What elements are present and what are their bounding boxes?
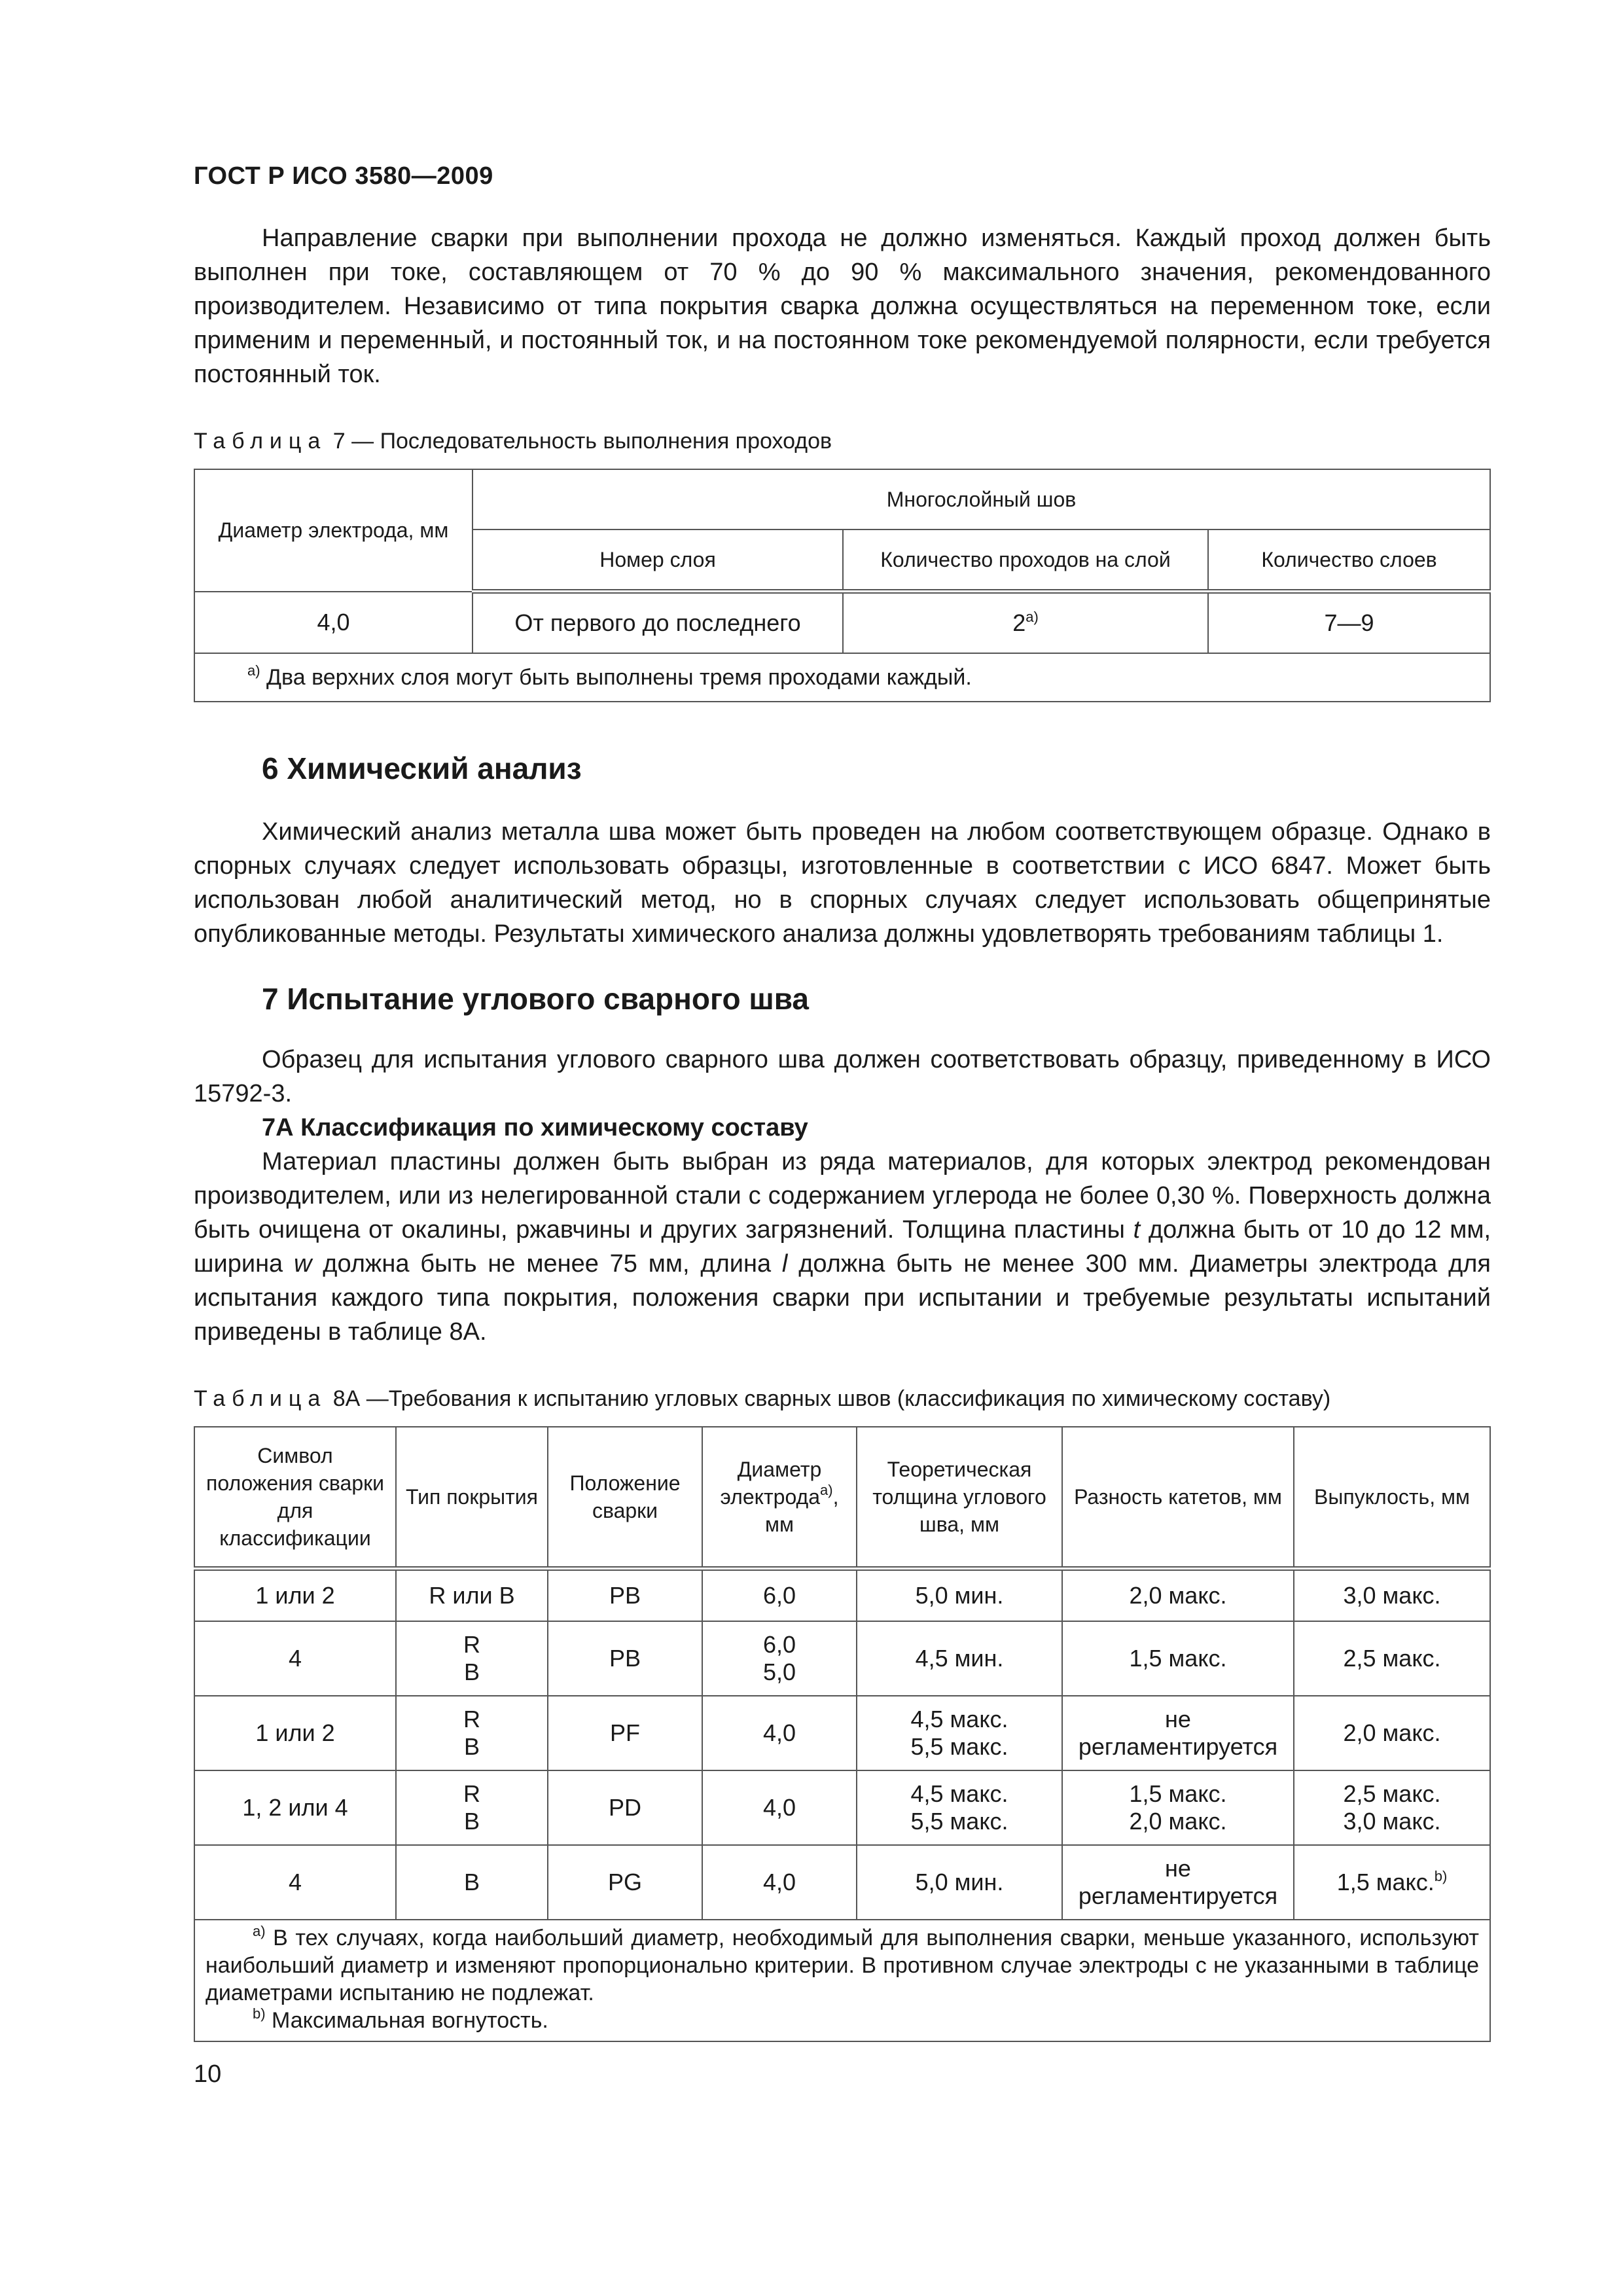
table8a xyxy=(194,1426,1491,2042)
table8a-cell-thickness xyxy=(857,1569,1062,1622)
cell-line: 4,5 макс. xyxy=(910,1780,1008,1807)
table8a-row xyxy=(194,1569,1490,1622)
table8a-cell-position: PB xyxy=(548,1621,702,1696)
table8a-cell-thickness xyxy=(857,1696,1062,1770)
cell-line: 5,0 мин. xyxy=(915,1582,1004,1609)
cell-line: 2,5 макс. xyxy=(1343,1780,1441,1807)
section6-paragraph: Химический анализ металла шва может быть проведен на любом соответствующем образце. Однако в спорных случаях следует использовать образцы, изготовленные в соответствии с ИСО 6847. Может быть использован любой аналитический метод, но в спорных случаях следует использовать общепринятые опубликованные методы. Результаты химического анализа должны удовлетворять требованиям таблицы 1. xyxy=(194,818,1491,948)
table7-passes-value: 2 xyxy=(1012,609,1026,636)
table7-footnote-text: Два верхних слоя могут быть выполнены тремя проходами каждый. xyxy=(260,665,972,690)
table7-cell-passes xyxy=(843,592,1208,654)
table8a-header-coating: Тип покрытия xyxy=(396,1427,548,1569)
table7-caption-word: Таблица xyxy=(194,429,327,454)
page-number: 10 xyxy=(194,2060,222,2088)
p2-part-c: должна быть не менее 75 мм, длина xyxy=(312,1250,782,1278)
table7-header-passes: Количество проходов на слой xyxy=(843,529,1208,592)
cell-line: 5,0 xyxy=(762,1659,796,1685)
cell-line: 2,0 макс. xyxy=(1343,1719,1441,1746)
table8a-cell-diameter xyxy=(702,1621,857,1696)
table7-caption-text: 7 — Последовательность выполнения проходов xyxy=(332,429,832,454)
intro-paragraph: Направление сварки при выполнении прохода не должно изменяться. Каждый проход должен быть выполнен при токе, составляющем от 70 % до 90 % максимального значения, рекомендованного производителем. Независимо от типа покрытия сварка должна осуществляться на переменном токе, если применим и переменный, и постоянный ток, и на постоянном токе рекомендуемой полярности, если требуется постоянный ток. xyxy=(194,224,1491,388)
table8a-cell-leg-diff xyxy=(1062,1569,1294,1622)
table8a-cell-leg-diff xyxy=(1062,1696,1294,1770)
table8a-cell-symbol: 1, 2 или 4 xyxy=(194,1770,396,1845)
table8a-cell-convexity xyxy=(1294,1845,1490,1920)
table8a-header-diameter-unit: , мм xyxy=(765,1485,839,1536)
cell-line: R xyxy=(463,1780,480,1807)
table8a-cell-leg-diff xyxy=(1062,1845,1294,1920)
table8a-cell-convexity xyxy=(1294,1621,1490,1696)
cell-line: R xyxy=(463,1706,480,1732)
document-header: ГОСТ Р ИСО 3580—2009 xyxy=(194,162,493,190)
table8a-cell-coating xyxy=(396,1621,548,1696)
section6-title: 6 Химический анализ xyxy=(262,751,582,785)
cell-line: 4,0 xyxy=(762,1794,796,1821)
table8a-row xyxy=(194,1621,1490,1696)
table7-footnote xyxy=(194,653,1490,702)
cell-line: 5,0 мин. xyxy=(915,1869,1004,1895)
table8a-footnote-a-mark: a) xyxy=(253,1923,266,1939)
table7-cell-layer: От первого до последнего xyxy=(473,592,843,654)
table8a-cell-diameter xyxy=(702,1770,857,1845)
cell-line: R или B xyxy=(429,1582,515,1609)
section7-paragraph: Образец для испытания углового сварного шва должен соответствовать образцу, приведенному в ИСО 15792-3. xyxy=(194,1046,1491,1107)
p2-part-b: должна быть от 10 до 12 мм, ширина xyxy=(194,1216,1491,1278)
table8a-cell-diameter xyxy=(702,1845,857,1920)
cell-line: регламентируется xyxy=(1078,1733,1278,1760)
cell-line: не xyxy=(1165,1706,1191,1732)
table7-cell-layers: 7—9 xyxy=(1208,592,1490,654)
cell-line: 6,0 xyxy=(762,1582,796,1609)
table8a-caption-text: 8А —Требования к испытанию угловых сварных швов (классификация по химическому составу) xyxy=(332,1386,1331,1411)
table8a-cell-convexity xyxy=(1294,1696,1490,1770)
cell-line: 4,0 xyxy=(762,1719,796,1746)
cell-line: 4,0 xyxy=(762,1869,796,1895)
table8a-footnote-b-mark: b) xyxy=(253,2005,266,2022)
subsection-7a-paragraph xyxy=(194,1145,1491,1349)
var-w: w xyxy=(294,1250,312,1278)
table8a-cell-coating xyxy=(396,1696,548,1770)
table8a-cell-coating xyxy=(396,1770,548,1845)
cell-line: 5,5 макс. xyxy=(910,1808,1008,1835)
table8a-header-diameter-note: a) xyxy=(820,1482,833,1498)
cell-line: 3,0 макс. xyxy=(1343,1808,1441,1835)
table8a-header-leg-diff: Разность катетов, мм xyxy=(1062,1427,1294,1569)
table7-header-group: Многослойный шов xyxy=(473,469,1490,529)
table8a-header-symbol: Символ положения сварки для классификации xyxy=(194,1427,396,1569)
cell-line: B xyxy=(463,1808,480,1835)
cell-line: 4,5 макс. xyxy=(910,1706,1008,1732)
table8a-row xyxy=(194,1770,1490,1845)
p2-part-a: Материал пластины должен быть выбран из ряда материалов, для которых электрод рекомендован производителем, или из нелегированной стали с содержанием углерода не более 0,30 %. Поверхность должна быть очищена от окалины, ржавчины и других загрязнений. Толщина пластины xyxy=(194,1148,1491,1244)
table8a-body xyxy=(194,1569,1490,1920)
table8a-cell-symbol: 1 или 2 xyxy=(194,1696,396,1770)
table8a-row xyxy=(194,1696,1490,1770)
cell-line: 2,5 макс. xyxy=(1343,1645,1441,1672)
table8a-cell-position: PG xyxy=(548,1845,702,1920)
table8a-cell-position: PD xyxy=(548,1770,702,1845)
cell-line: 1,5 макс. xyxy=(1129,1645,1227,1672)
cell-line: 1,5 макс.$^{b)}$ xyxy=(1336,1868,1448,1895)
table7-header-diameter: Диаметр электрода, мм xyxy=(194,469,473,592)
cell-line: 1,5 макс. xyxy=(1129,1780,1227,1807)
table8a-cell-coating xyxy=(396,1569,548,1622)
table8a-cell-symbol: 4 xyxy=(194,1621,396,1696)
subsection-7a-title: 7А Классификация по химическому составу xyxy=(262,1114,808,1141)
cell-line: B xyxy=(463,1733,480,1760)
table8a-cell-diameter xyxy=(702,1696,857,1770)
table8a-cell-leg-diff xyxy=(1062,1770,1294,1845)
table8a-cell-symbol: 1 или 2 xyxy=(194,1569,396,1622)
table8a-cell-thickness xyxy=(857,1621,1062,1696)
page-content xyxy=(194,221,1491,2042)
table7-footnote-mark: a) xyxy=(247,662,260,679)
var-t: t xyxy=(1133,1216,1141,1244)
cell-line: 5,5 макс. xyxy=(910,1733,1008,1760)
table8a-footnote-a-text: В тех случаях, когда наибольший диаметр, необходимый для выполнения сварки, меньше указанного, используют наибольший диаметр и изменяют пропорционально критерии. В противном случае электроды с не указанными в таблице диаметрами испытанию не подлежат. xyxy=(205,1926,1479,2005)
table8a-footnote-b-text: Максимальная вогнутость. xyxy=(265,2008,548,2033)
table7-caption xyxy=(194,425,1491,457)
table8a-footnote-a xyxy=(205,1924,1479,2007)
table8a-header-diameter xyxy=(702,1427,857,1569)
table8a-cell-position: PB xyxy=(548,1569,702,1622)
cell-line: 2,0 макс. xyxy=(1129,1808,1227,1835)
table8a-cell-leg-diff xyxy=(1062,1621,1294,1696)
cell-line: B xyxy=(463,1869,480,1895)
table7-cell-diameter: 4,0 xyxy=(194,592,473,654)
cell-line: 6,0 xyxy=(762,1631,796,1658)
cell-line: 4,5 мин. xyxy=(915,1645,1004,1672)
var-l: l xyxy=(781,1250,788,1278)
p2-part-d: должна быть не менее 300 мм. Диаметры электрода для испытания каждого типа покрытия, положения сварки при испытании и требуемые результаты испытаний приведены в таблице 8А. xyxy=(194,1250,1491,1346)
cell-line: регламентируется xyxy=(1078,1882,1278,1909)
cell-line: не xyxy=(1165,1855,1191,1882)
cell-line: 2,0 макс. xyxy=(1129,1582,1227,1609)
section7-title: 7 Испытание углового сварного шва xyxy=(262,982,809,1016)
cell-line: 3,0 макс. xyxy=(1343,1582,1441,1609)
table8a-header-convexity: Выпуклость, мм xyxy=(1294,1427,1490,1569)
table8a-row xyxy=(194,1845,1490,1920)
convexity-note: b) xyxy=(1434,1868,1448,1884)
table8a-caption xyxy=(194,1383,1491,1414)
table8a-footnotes xyxy=(194,1920,1490,2041)
table8a-cell-convexity xyxy=(1294,1770,1490,1845)
table8a-cell-thickness xyxy=(857,1845,1062,1920)
table8a-cell-diameter xyxy=(702,1569,857,1622)
cell-line: R xyxy=(463,1631,480,1658)
table7-passes-note: a) xyxy=(1026,609,1039,625)
table8a-cell-thickness xyxy=(857,1770,1062,1845)
table8a-header-thickness: Теоретическая толщина углового шва, мм xyxy=(857,1427,1062,1569)
table8a-header-diameter-text: Диаметр электрода xyxy=(720,1458,822,1509)
cell-line: B xyxy=(463,1659,480,1685)
table8a-header-position: Положение сварки xyxy=(548,1427,702,1569)
table8a-caption-word: Таблица xyxy=(194,1386,327,1411)
table7 xyxy=(194,469,1491,702)
table8a-cell-symbol: 4 xyxy=(194,1845,396,1920)
table8a-footnote-b xyxy=(205,2007,1479,2034)
table8a-cell-coating xyxy=(396,1845,548,1920)
table8a-cell-convexity xyxy=(1294,1569,1490,1622)
table7-header-layer: Номер слоя xyxy=(473,529,843,592)
table7-header-layers: Количество слоев xyxy=(1208,529,1490,592)
table8a-cell-position: PF xyxy=(548,1696,702,1770)
